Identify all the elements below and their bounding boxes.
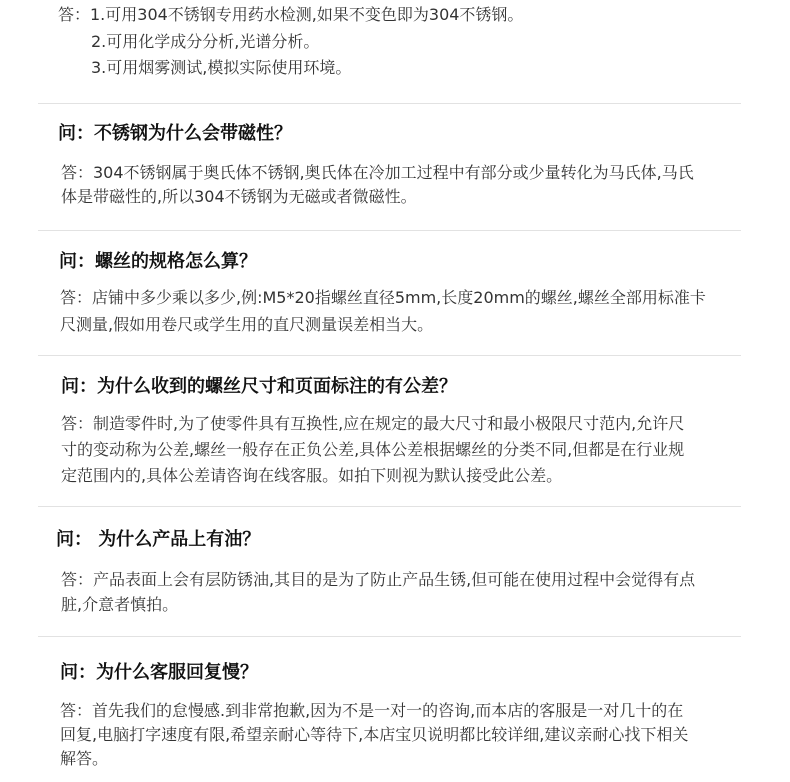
faq-answer-2-line-1: 答：店铺中多少乘以多少,例:M5*20指螺丝直径5mm,长度20mm的螺丝,螺丝全部用标准卡 [60, 288, 706, 307]
intro-answer-line-3: 3.可用烟雾测试,模拟实际使用环境。 [91, 58, 352, 77]
divider [38, 506, 741, 507]
faq-answer-1-line-2: 体是带磁性的,所以304不锈钢为无磁或者微磁性。 [61, 187, 417, 206]
faq-question-1: 问：不锈钢为什么会带磁性？ [58, 123, 292, 144]
faq-question-5: 问：为什么客服回复慢？ [60, 662, 258, 683]
faq-answer-4-line-1: 答：产品表面上会有层防锈油,其目的是为了防止产品生锈,但可能在使用过程中会觉得有点 [61, 570, 696, 589]
faq-answer-3-line-3: 定范围内的,具体公差请咨询在线客服。如拍下则视为默认接受此公差。 [61, 466, 563, 485]
divider [38, 103, 741, 104]
faq-answer-1-line-1: 答：304不锈钢属于奥氏体不锈钢,奥氏体在冷加工过程中有部分或少量转化为马氏体,马氏 [61, 163, 694, 182]
divider [38, 636, 741, 637]
faq-question-4: 问： 为什么产品上有油？ [56, 529, 261, 550]
faq-answer-4-line-2: 脏,介意者慎拍。 [61, 595, 179, 614]
faq-answer-3-line-1: 答：制造零件时,为了使零件具有互换性,应在规定的最大尺寸和最小极限尺寸范内,允许尺 [61, 414, 685, 433]
faq-answer-2-line-2: 尺测量,假如用卷尺或学生用的直尺测量误差相当大。 [60, 315, 434, 334]
faq-answer-5-line-2: 回复,电脑打字速度有限,希望亲耐心等待下,本店宝贝说明都比较详细,建议亲耐心找下相关 [60, 725, 689, 744]
faq-answer-3-line-2: 寸的变动称为公差,螺丝一般存在正负公差,具体公差根据螺丝的分类不同,但都是在行业规 [61, 440, 685, 459]
faq-question-2: 问：螺丝的规格怎么算？ [59, 251, 257, 272]
divider [38, 230, 741, 231]
divider [38, 355, 741, 356]
intro-answer-line-1: 答：1.可用304不锈钢专用药水检测,如果不变色即为304不锈钢。 [58, 5, 524, 24]
faq-answer-5-line-3: 解答。 [60, 749, 109, 768]
intro-answer-line-2: 2.可用化学成分分析,光谱分析。 [91, 32, 320, 51]
faq-answer-5-line-1: 答：首先我们的怠慢感.到非常抱歉,因为不是一对一的咨询,而本店的客服是一对几十的在 [60, 701, 684, 720]
faq-question-3: 问：为什么收到的螺丝尺寸和页面标注的有公差？ [61, 376, 457, 397]
